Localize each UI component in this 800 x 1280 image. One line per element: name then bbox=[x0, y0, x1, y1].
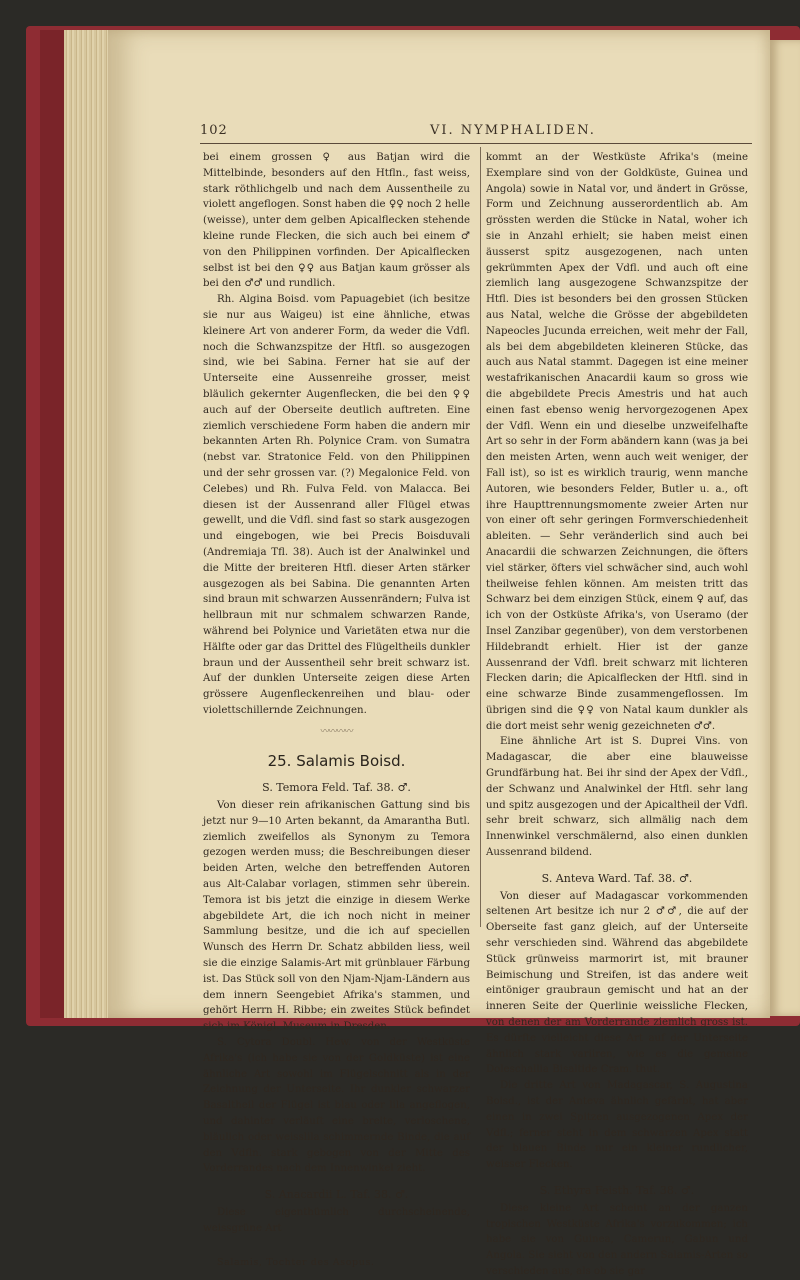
page-number: 102 bbox=[200, 123, 228, 138]
footnote: Salamis, Tochter des Asopus. bbox=[217, 1256, 375, 1268]
paragraph: kommt an der Westküste Afrika's (meine Exemplare sind von der Goldküste, Guinea und Angola) sowie in Natal vor, und ändert in Grösse, Form und Zeichnung ausserordentlich ab. Am grössten werden die Stücke in Natal, woher ich sie in Anzahl erhielt; sie haben meist einen äusserst spitz ausgezogenen, nach unten gekrümmten Apex der Vdfl. und auch oft eine ziemlich lang ausgezogene Schwanzspitze der Htfl. Dies ist besonders bei den grossen Stücken aus Natal, welche die Grösse der abgebildeten Napeocles Jucunda erreichen, weit mehr der Fall, als bei dem abgebildeten kleineren Stücke, das auch aus Natal stammt. Dagegen ist eine meiner westafrikanischen Anacardii kaum so gross wie die abgebildete Precis Amestris und hat auch einen fast ebenso wenig hervorgezogenen Apex der Vdfl. Wenn ein und dieselbe unzweifelhafte Art so sehr in der Form abändern kann (was ja bei den meisten Arten, wenn auch weit weniger, der Fall ist), so ist es wirklich traurig, wenn manche Autoren, wie besonders Felder, Butler u. a., oft ihre Haupttrennungsmomente zweier Arten nur von einer oft sehr geringen Formverschiedenheit ableiten. — Sehr veränderlich sind auch bei Anacardii die schwarzen Zeichnungen, die öfters viel stärker, öfters viel schwächer sind, auch wohl theilweise fehlen können. Am meisten tritt das Schwarz bei dem einzigen Stück, einem ♀ auf, das ich von der Ostküste Afrika's, von Useramo (der Insel Zanzibar gegenüber), von dem verstorbenen Hildebrandt erhielt. Hier ist der ganze Aussenrand der Vdfl. breit schwarz mit lichteren Flecken darin; die Apicalflecken der Htfl. sind in eine schwarze Binde zusammengeflossen. Im übrigen sind die ♀♀ von Natal kaum dunkler als die dort meist sehr wenig gezeichneten ♂♂. bbox=[486, 152, 748, 732]
paragraph: Eine ähnliche Art ist S. Duprei Vins. von Madagascar, die aber eine blauweisse Grundfärbung hat. Bei ihr sind der Apex der Vdfl., der Schwanz und Analwinkel der Htfl. sehr lang und spitz ausgezogen und der Apicaltheil der Vdfl. sehr breit schwarz, sich allmälig nach dem Innenwinkel verschmälernd, also einen dunklen Aussenrand bildend. bbox=[486, 736, 748, 859]
paragraph: bei einem grossen ♀ aus Batjan wird die Mittelbinde, besonders auf den Htfln., fast weiss, stark röthlichgelb und nach dem Aussentheile zu violett angeflogen. Sonst haben die ♀♀ noch 2 helle (weisse), unter dem gelben Apicalflecken stehende kleine runde Flecken, die sich auch bei einem ♂ von den Philippinen vorfinden. Der Apicalflecken selbst ist bei den ♀♀ aus Batjan kaum grösser als bei den ♂♂ und rundlich. bbox=[203, 152, 471, 290]
species-heading: S. Temora Feld. Taf. 38. ♂. bbox=[262, 781, 411, 795]
paragraph: Diese eigenthümlich durchscheinende, weissgrüne Art bbox=[203, 1207, 470, 1234]
page-header bbox=[200, 123, 740, 143]
paragraph: S. Cytora Doubl. Hew. von der Westküste Afrika's (ich habe sie von der Goldküste) ist eine ähnliche Art sowohl im Flügelschnitt als in der Zeichnung der Unterseite. Ihr dunkler schwarzer Basaltheil der Flügel ist blau oder lila angeflogen, und dahinter verläuft eine breite, verloschene, bläulich oder weisslila schimmernde Binde, die auf den Vdfln. stark gebogen von der Mitte des Vorderrandes nach dem Innenwinkel zieht. bbox=[203, 1037, 470, 1175]
running-head: VI. NYMPHALIDEN. bbox=[430, 123, 596, 138]
left-column bbox=[203, 150, 470, 1270]
paragraph: Diese kleine Art scheint an der ganzen tropischen Westküste Afrika's vorzukommen; ich habe sie von Guinea, Camerun, Gabun und Angola. Sie sieht von den andern Salamis-Arten so verschieden aus, als ob sie gar bbox=[486, 1202, 748, 1277]
species-heading: S. Anteva Ward. Taf. 38. ♂. bbox=[541, 871, 693, 885]
paragraph: Rh. Algina Boisd. vom Papuagebiet (ich besitze sie nur aus Waigeu) ist eine ähnliche, etwas kleinere Art von anderer Form, da weder die Vdfl. noch die Schwanzspitze der Htfl. so ausgezogen sind, wie bei Sabina. Ferner hat sie auf der Unterseite eine Aussenreihe grosser, meist bläulich gekernter Augenflecken, die bei den ♀♀ auch auf der Oberseite deutlich auftreten. Eine ziemlich verschiedene Form haben die andern mir bekannten Arten Rh. Polynice Cram. von Sumatra (nebst var. Stratonice Feld. von den Philippinen und der sehr grossen var. (?) Megalonice Feld. von Celebes) und Rh. Fulva Feld. von Malacca. Bei diesen ist der Aussenrand aller Flügel etwas gewellt, und die Vdfl. sind fast so stark ausgezogen und eingebogen, wie bei Precis Boisduvali (Andremiaja Tfl. 38). Auch ist der Analwinkel und die Mitte der breiteren Htfl. dieser Arten stärker ausgezogen als bei Sabina. Die genannten Arten sind braun mit schwarzen Aussenrändern; Fulva ist hellbraun mit nur schmalem schwarzen Rande, während bei Polynice und Varietäten etwa nur die Hälfte oder gar das Drittel des Flügeltheils dunkler braun und der Aussentheil sehr breit schwarz ist. Auf der dunklen Unterseite zeigen diese Arten grössere Augenfleckenreihen und blau- oder violettschillernde Zeichnungen. bbox=[203, 294, 470, 716]
paragraph: Von dieser rein afrikanischen Gattung sind bis jetzt nur 9—10 Arten bekannt, da Amarantha Butl. ziemlich zweifellos als Synonym zu Temora gezogen werden muss; die Beschreibungen dieser beiden Arten, welche den betreffenden Autoren aus Alt-Calabar vorlagen, stimmen sehr überein. Temora ist bis jetzt die einzige in diesem Werke abgebildete Art, die ich noch nicht in meiner Sammlung besitze, und die ich auf speciellen Wunsch des Herrn Dr. Schatz abbilden liess, weil sie die einzige Salamis-Art mit grünblauer Färbung ist. Das Stück soll von den Njam-Njam-Ländern aus dem innern Seengebiet Afrika's stammen, und gehört Herrn H. Ribbe; ein zweites Stück befindet sich im Königl. Museum in Dresden. bbox=[203, 800, 470, 1033]
section-heading: 25. Salamis Boisd. bbox=[267, 752, 406, 771]
right-column bbox=[486, 150, 748, 1280]
ornament: 〰〰〰〰 bbox=[320, 726, 353, 737]
paragraph: Von dieser auf Madagascar vorkommenden seltenen Art besitze ich nur 2 ♂♂, die auf der Oberseite fast ganz gleich, auf der Unterseite sehr verschieden sind. Während das abgebildete Stück grünweiss marmorirt ist, mit brauner Beimischung und Streifen, ist das andere weit eintöniger graubraun gemischt und hat an der inneren Seite der Querlinie weissliche Flecken, von denen der am Vorderrande ziemlich gross ist. Es dürfte vielleicht diese Art auf der Unterseite ähnlich stark variiren, wie es die gemeine Doleschallia Bisaltide Cram. thut. bbox=[486, 890, 748, 1076]
header-rule bbox=[200, 143, 752, 144]
facing-page-edge bbox=[770, 40, 800, 1016]
paragraph: Die dritte Art von Madagascar, S. Augustina Boisd., ist der Anteva ähnlich gefärbt, hat aber einen in zwei Spitzen ausgezogenen Apex der Vdfl.; ferner steht in dem schwarzen Apex statt der blauen Binde nur ein kleiner rundlicher, weisser Flecken. bbox=[486, 1080, 748, 1171]
species-heading: S. Anacardii L. Taf. 38. ♂. bbox=[264, 1188, 409, 1202]
species-heading: S. Ethyra Feisth. Taf. 38. ♂. bbox=[539, 1184, 695, 1197]
page-edges bbox=[64, 30, 108, 1018]
column-divider bbox=[480, 147, 481, 927]
book-spine-edge bbox=[40, 30, 64, 1018]
